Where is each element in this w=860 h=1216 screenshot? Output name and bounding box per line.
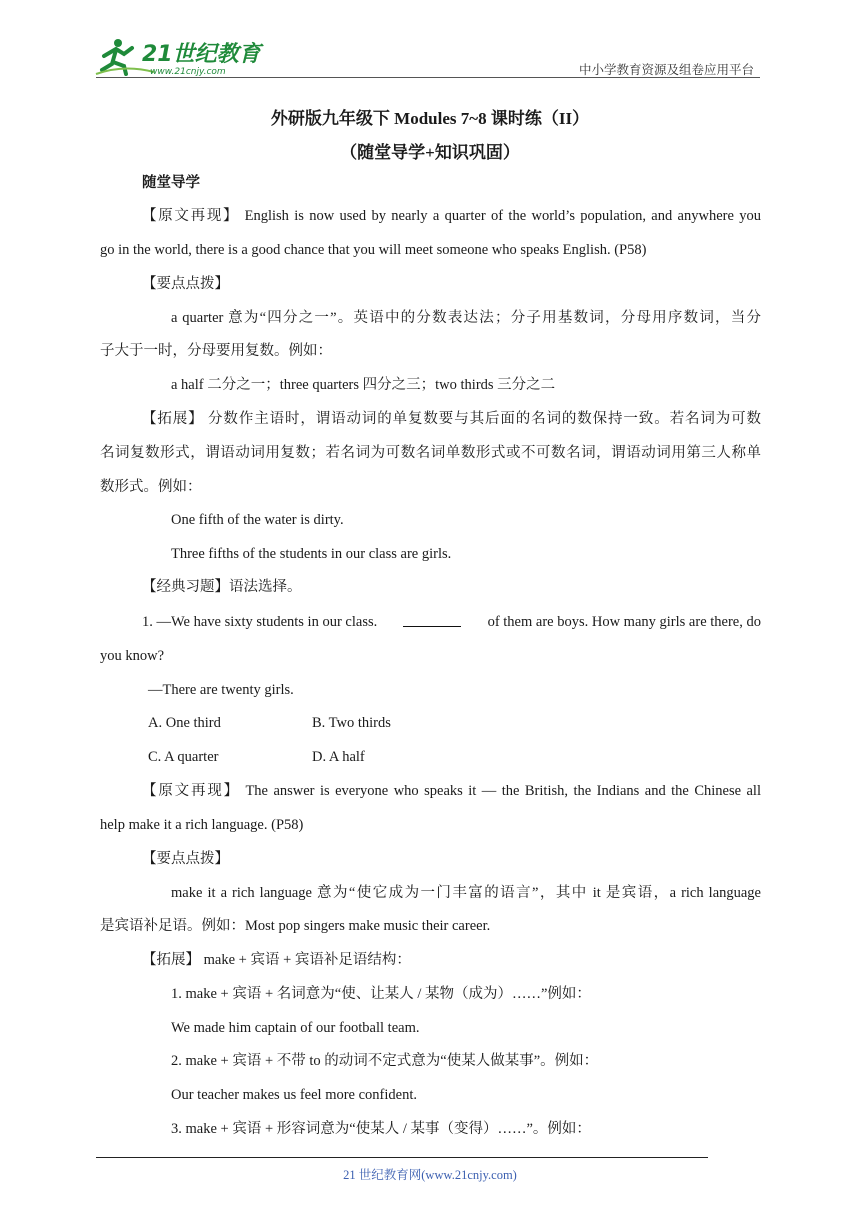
- example-sentence: We made him captain of our football team.: [171, 1020, 420, 1036]
- text-line: a quarter 意为“四分之一”。英语中的分数表达法；分子用基数词，分母用序数词，当分: [171, 310, 761, 326]
- platform-name: 中小学教育资源及组卷应用平台: [578, 63, 754, 77]
- page-title: 外研版九年级下 Modules 7~8 课时练（II）: [270, 109, 590, 128]
- text-line: 【原文再现】 The answer is everyone who speaks it — the British, the Indians and the Chinese all: [142, 783, 761, 799]
- example-sentence: Three fifths of the students in our class are girls.: [171, 546, 452, 562]
- question-prefix: 1. —We have sixty students in our class.: [142, 614, 378, 630]
- footer-divider: [96, 1157, 708, 1158]
- text-line: 名词复数形式，谓语动词用复数；若名词为可数名词单数形式或不可数名词，谓语动词用第三人称单: [100, 445, 761, 461]
- text-line: 数形式。例如：: [100, 479, 202, 495]
- example-sentence: One fifth of the water is dirty.: [171, 512, 344, 528]
- text-line: 1. make + 宾语 + 名词意为“使、让某人 / 某物（成为）……”例如：: [171, 986, 591, 1002]
- page-subtitle: （随堂导学+知识巩固）: [340, 143, 520, 162]
- text-line: 【拓展】 分数作主语时，谓语动词的单复数要与其后面的名词的数保持一致。若名词为可数: [142, 411, 761, 427]
- option-c: C. A quarter: [148, 749, 219, 765]
- answer-blank[interactable]: [403, 612, 461, 627]
- text-line: help make it a rich language. (P58): [100, 817, 304, 833]
- text-line: a half 二分之一；three quarters 四分之三；two thirds 三分之二: [171, 377, 556, 393]
- question-cont: you know?: [100, 648, 165, 664]
- text-line: 3. make + 宾语 + 形容词意为“使某人 / 某事（变得）……”。例如：: [171, 1121, 591, 1137]
- question-reply: —There are twenty girls.: [148, 682, 294, 698]
- question-1: [142, 612, 761, 632]
- text-line: 【经典习题】语法选择。: [142, 579, 302, 595]
- runner-logo-icon: [94, 34, 264, 78]
- text-line: 2. make + 宾语 + 不带 to 的动词不定式意为“使某人做某事”。例如：: [171, 1053, 599, 1069]
- text-line: 子大于一时，分母要用复数。例如：: [100, 343, 332, 359]
- option-a: A. One third: [148, 715, 221, 731]
- text-line: 【拓展】 make + 宾语 + 宾语补足语结构：: [142, 952, 411, 968]
- question-suffix: of them are boys. How many girls are there, do: [487, 614, 761, 630]
- footer-link[interactable]: 21 世纪教育网(www.21cnjy.com): [343, 1168, 517, 1182]
- text-line: make it a rich language 意为“使它成为一门丰富的语言”，其中 it 是宾语，a rich language: [171, 885, 761, 901]
- header-divider: [96, 77, 760, 78]
- option-b: B. Two thirds: [312, 715, 391, 731]
- text-line: go in the world, there is a good chance that you will meet someone who speaks English. (P58): [100, 242, 647, 258]
- svg-text:www.21cnjy.com: www.21cnjy.com: [150, 67, 226, 77]
- example-sentence: Our teacher makes us feel more confident.: [171, 1087, 417, 1103]
- site-logo: [94, 34, 264, 78]
- option-d: D. A half: [312, 749, 365, 765]
- text-line: 【要点点拨】: [142, 851, 229, 867]
- svg-text:21世纪教育: 21世纪教育: [142, 42, 261, 67]
- text-line: 【原文再现】 English is now used by nearly a quarter of the world’s population, and anywhere you: [142, 208, 761, 224]
- text-line: 是宾语补足语。例如：Most pop singers make music their career.: [100, 918, 491, 934]
- text-line: 【要点点拨】: [142, 276, 229, 292]
- section-heading: 随堂导学: [142, 175, 200, 191]
